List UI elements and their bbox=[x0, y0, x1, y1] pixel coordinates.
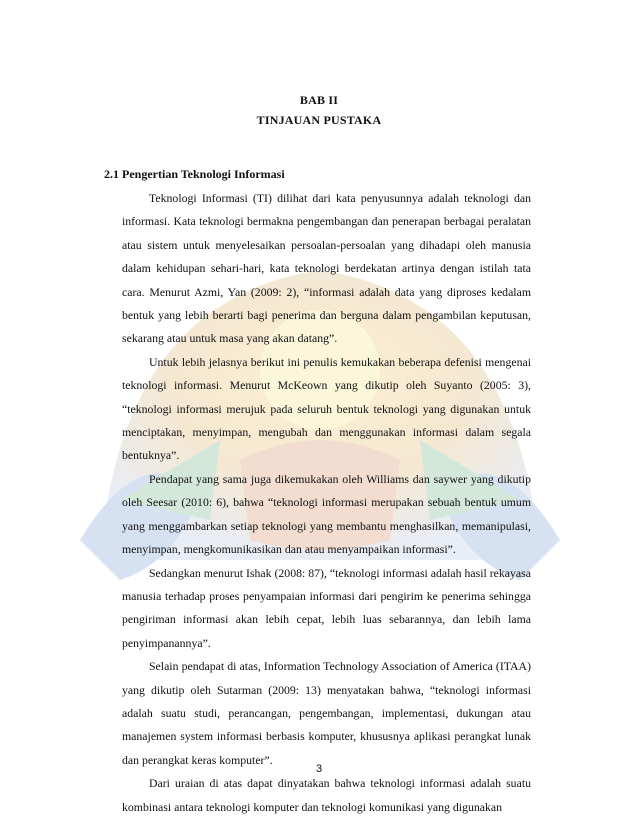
paragraph: Untuk lebih jelasnya berikut ini penulis kemukakan beberapa defenisi mengenai teknologi informasi. Menurut McKeown yang dikutip oleh Suyanto (2005: 3), “teknologi informasi merujuk pada seluruh bentuk teknologi yang digunakan untuk menciptakan, menyimpan, mengubah dan menggunakan informasi dalam segala bentuknya”. bbox=[122, 354, 531, 463]
body-text bbox=[122, 187, 531, 819]
paragraph: Pendapat yang sama juga dikemukakan oleh Williams dan saywer yang dikutip oleh Seesar (2010: 6), bahwa “teknologi informasi merupakan sebuah bentuk umum yang menggambarkan setiap teknologi yang membantu menghasilkan, memanipulasi, menyimpan, mengkomunikasikan dan atau menyampaikan informasi”. bbox=[122, 471, 531, 557]
paragraph: Teknologi Informasi (TI) dilihat dari kata penyusunnya adalah teknologi dan informasi. Kata teknologi bermakna pengembangan dan penerapan berbagai peralatan atau sistem untuk menyelesaikan persoalan-persoalan yang dihadapi oleh manusia dalam kehidupan sehari-hari, kata teknologi berdekatan artinya dengan istilah tata cara. Menurut Azmi, Yan (2009: 2), “informasi adalah data yang diproses kedalam bentuk yang lebih berarti bagi penerima dan berguna dalam pengambilan keputusan, sekarang atau untuk masa yang akan datang”. bbox=[122, 191, 531, 346]
paragraph: Sedangkan menurut Ishak (2008: 87), “teknologi informasi adalah hasil rekayasa manusia terhadap proses penyampaian informasi dari pengirim ke penerima sehingga pengiriman informasi akan lebih cepat, lebih luas sebarannya, dan lebih lama penyimpanannya”. bbox=[122, 565, 531, 650]
section-heading: 2.1 Pengertian Teknologi Informasi bbox=[104, 167, 285, 181]
chapter-title: TINJAUAN PUSTAKA bbox=[256, 113, 382, 127]
chapter-number: BAB II bbox=[299, 93, 339, 107]
page-number: 3 bbox=[315, 763, 323, 775]
paragraph: Dari uraian di atas dapat dinyatakan bahwa teknologi informasi adalah suatu kombinasi antara teknologi komputer dan teknologi komunikasi yang digunakan bbox=[122, 776, 531, 814]
paragraph: Selain pendapat di atas, Information Technology Association of America (ITAA) yang dikutip oleh Sutarman (2009: 13) menyatakan bahwa, “teknologi informasi adalah suatu studi, perancangan, pengembangan, implementasi, dukungan atau manajemen system informasi berbasis komputer, khususnya aplikasi perangkat lunak dan perangkat keras komputer”. bbox=[122, 659, 531, 767]
